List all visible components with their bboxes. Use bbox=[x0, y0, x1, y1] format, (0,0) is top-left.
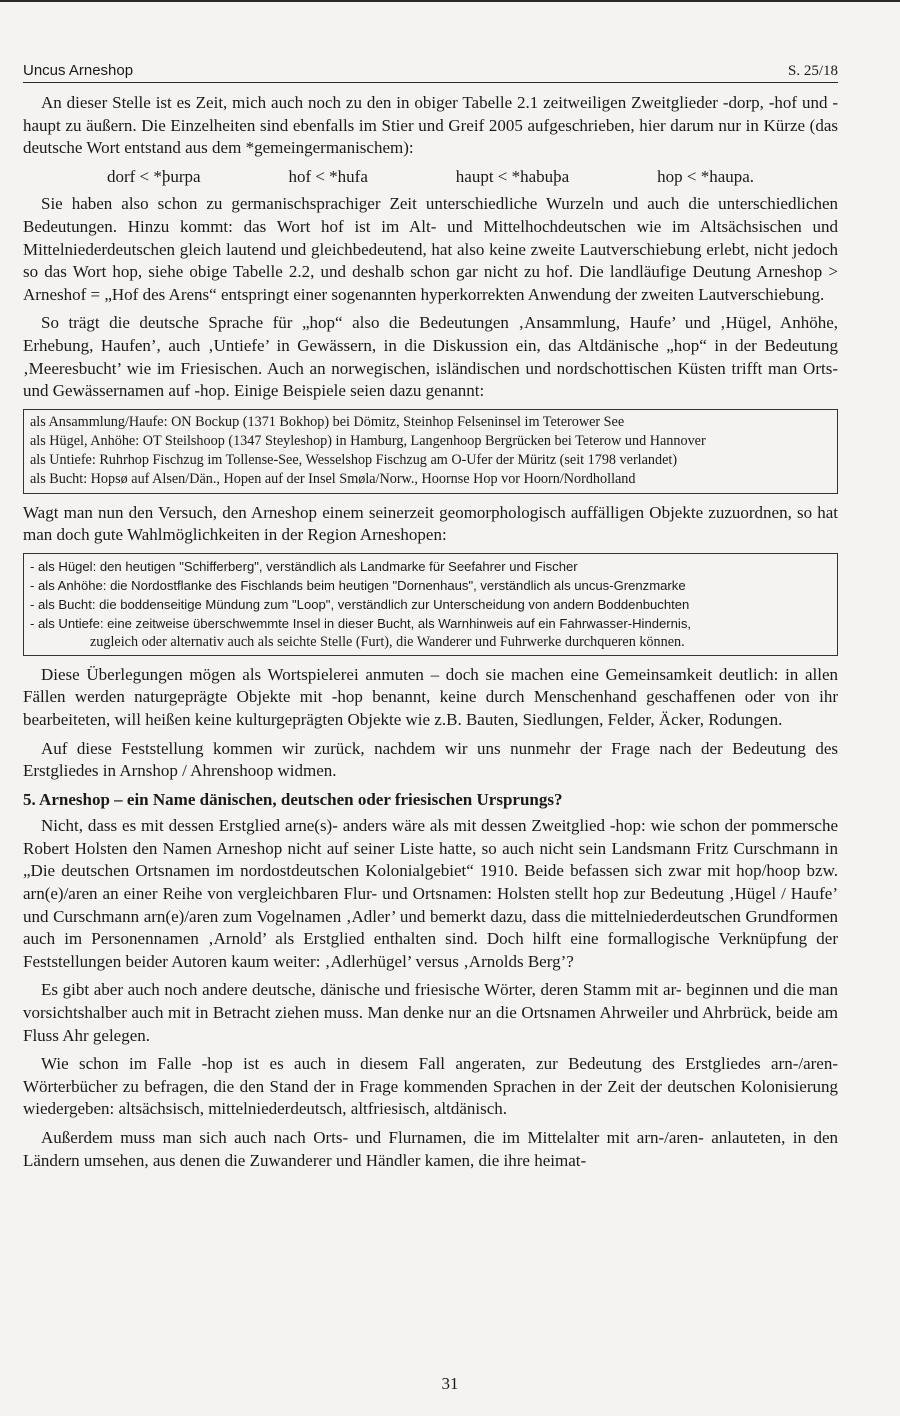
paragraph-10: Außerdem muss man sich auch nach Orts- und Flurnamen, die im Mittelalter mit arn-/aren- anlauteten, in den Ländern umsehen, aus denen die Zuwanderer und Händler kamen, die ihre heimat- bbox=[23, 1128, 838, 1170]
region-line: - als Untiefe: eine zeitweise überschwemmte Insel in dieser Bucht, als Warnhinweis auf ein Fahrwasser-Hindernis, bbox=[30, 615, 692, 631]
header-page-ref: S. 25/18 bbox=[787, 63, 838, 79]
paragraph-7: Nicht, dass es mit dessen Erstglied arne(s)- anders wäre als mit dessen Zweitglied -hop: wie schon der pommersche Robert Holsten den Namen Arneshop nicht auf seiner Liste hatte, so auch nicht sein Landsmann Fritz Curschmann in „Die deutschen Ortsnamen im nordostdeutschen Kolonialgebiet“ 1910. Beide befassen sich zwar mit hop/hoop bzw. arn(e)/aren an einer Reihe von vergleichbaren Flur- und Ortsnamen: Holsten stellt hop zur Bedeutung ‚Hügel / Haufe’ und Curschmann arn(e)/aren zum Vogelnamen ‚Adler’ und bemerkt dazu, dass die mittelniederdeutschen Grundformen auch im Personennamen ‚Arnold’ als Erstglied enthalten sind. Doch hilft eine formallogische Verknüpfung der Feststellungen beider Autoren kaum weiter: ‚Adlerhügel’ versus ‚Arnolds Berg’? bbox=[23, 816, 838, 971]
paragraph-2: Sie haben also schon zu germanischsprachiger Zeit unterschiedliche Wurzeln und auch die unterschiedlichen Bedeutungen. Hinzu kommt: das Wort hof ist im Alt- und Mittelhochdeutschen wie im Altsächsischen und Mittelniederdeutschen gleich lautend und gleichbedeutend, hat also keine zweite Lautverschiebung erlebt, nicht jedoch so das Wort hop, siehe obige Tabelle 2.2, und deshalb schon gar nicht zu hof. Die landläufige Deutung Arneshop > Arneshof = „Hof des Arens“ entspringt einer sogenannten hyperkorrekten Anwendung der zweiten Lautverschiebung. bbox=[23, 194, 838, 304]
paragraph-9: Wie schon im Falle -hop ist es auch in diesem Fall angeraten, zur Bedeutung des Erstgliedes arn-/aren- Wörterbücher zu befragen, die den Stand der in Frage kommenden Sprachen in der Zeit der deutschen Kolonisierung wiedergeben: altsächsisch, mittelniederdeutsch, altfriesisch, altdänisch. bbox=[23, 1054, 838, 1119]
example-line: als Ansammlung/Haufe: ON Bockup (1371 Bokhop) bei Dömitz, Steinhop Felseninsel im Teterower See bbox=[30, 413, 625, 430]
paragraph-5: Diese Überlegungen mögen als Wortspielerei anmuten – doch sie machen eine Gemeinsamkeit deutlich: in allen Fällen werden naturgeprägte Objekte mit -hop benannt, keine durch Menschenhand geschaffenen oder von ihr bearbeiteten, will heißen keine kulturgeprägten Objekte wie z.B. Bauten, Siedlungen, Felder, Äcker, Rodungen. bbox=[23, 664, 838, 729]
etymology-forms bbox=[23, 166, 838, 189]
example-line: als Bucht: Hopsø auf Alsen/Dän., Hopen auf der Insel Smøla/Norw., Hoornse Hop vor Hoorn/Nordholland bbox=[30, 471, 636, 488]
paragraph-6: Auf diese Feststellung kommen wir zurück, nachdem wir uns nunmehr der Frage nach der Bedeutung des Erstgliedes in Arnshop / Ahrenshoop widmen. bbox=[23, 738, 838, 781]
examples-box bbox=[23, 409, 838, 494]
example-line: als Untiefe: Ruhrhop Fischzug im Tollense-See, Wesselshop Fischzug am O-Ufer der Müritz (seit 1798 verlandet) bbox=[30, 452, 678, 469]
region-line: zugleich oder alternativ auch als seichte Stelle (Furt), die Wanderer und Fuhrwerke durchqueren können. bbox=[90, 633, 685, 650]
section-heading: 5. Arneshop – ein Name dänischen, deutschen oder friesischen Ursprungs? bbox=[23, 789, 563, 809]
form-dorf: dorf < *þurpa bbox=[106, 166, 201, 186]
running-header bbox=[23, 62, 838, 83]
paragraph-1: An dieser Stelle ist es Zeit, mich auch noch zu den in obiger Tabelle 2.1 zeitweiligen Zweitglieder -dorp, -hof und -haupt zu äußern. Die Einzelheiten sind ebenfalls im Stier und Greif 2005 aufgeschrieben, hier darum nur in Kürze (das deutsche Wort entstand aus dem *gemeingermanischem): bbox=[23, 93, 838, 158]
header-title: Uncus Arneshop bbox=[23, 62, 134, 79]
form-hof: hof < *hufa bbox=[288, 166, 368, 186]
example-line: als Hügel, Anhöhe: OT Steilshoop (1347 Steyleshop) in Hamburg, Langenhoop Bergrücken bei Teterow und Hannover bbox=[30, 432, 706, 449]
region-line: - als Hügel: den heutigen "Schifferberg", verständlich als Landmarke für Seefahrer und Fischer bbox=[30, 558, 578, 574]
page-body bbox=[23, 92, 838, 1178]
region-box bbox=[23, 553, 838, 656]
paragraph-8: Es gibt aber auch noch andere deutsche, dänische und friesische Wörter, deren Stamm mit ar- beginnen und die man vorsichtshalber auch mit in Betracht ziehen muss. Man denke nur an die Ortsnamen Ahrweiler und Ahrbrück, beide am Fluss Ahr gelegen. bbox=[23, 980, 838, 1045]
region-line: - als Anhöhe: die Nordostflanke des Fischlands beim heutigen "Dornenhaus", verständlich als uncus-Grenzmarke bbox=[30, 577, 686, 593]
region-line: - als Bucht: die boddenseitige Mündung zum "Loop", verständlich zur Unterscheidung von andern Boddenbuchten bbox=[30, 596, 690, 612]
top-rule bbox=[0, 0, 900, 2]
page-number: 31 bbox=[441, 1374, 459, 1393]
paragraph-3: So trägt die deutsche Sprache für „hop“ also die Bedeutungen ‚Ansammlung, Haufe’ und ‚Hügel, Anhöhe, Erhebung, Haufen’, auch ‚Untiefe’ in Gewässern, in die Diskussion ein, das Altdänische „hop“ in der Bedeutung ‚Meeresbucht’ wie im Friesischen. Auch an norwegischen, isländischen und nordschottischen Küsten trifft man Orts- und Gewässernamen auf -hop. Einige Beispiele seien dazu genannt: bbox=[23, 313, 838, 401]
paragraph-4: Wagt man nun den Versuch, den Arneshop einem seinerzeit geomorphologisch auffälligen Objekte zuzuordnen, so hat man doch gute Wahlmöglichkeiten in der Region Arneshopen: bbox=[23, 502, 838, 545]
form-hop: hop < *haupa. bbox=[657, 166, 755, 186]
form-haupt: haupt < *habuþa bbox=[455, 166, 570, 186]
